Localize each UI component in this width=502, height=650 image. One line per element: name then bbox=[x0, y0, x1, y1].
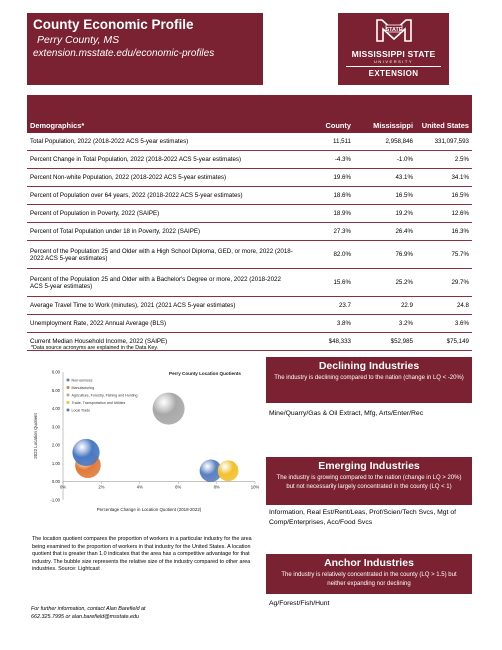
table-row bbox=[27, 133, 472, 151]
mississippi-value: $52,985 bbox=[354, 333, 416, 351]
emerging-industries-box bbox=[266, 457, 472, 505]
row-label: Percent of Total Population under 18 in Poverty, 2022 (SAIPE) bbox=[27, 223, 297, 241]
col-header-united-states: United States bbox=[416, 95, 472, 133]
table-row bbox=[27, 315, 472, 333]
y-tick-label: 5.00 bbox=[51, 387, 60, 393]
chart-legend bbox=[67, 378, 138, 412]
chart-bubbles bbox=[72, 393, 238, 482]
y-tick-label: -1.00 bbox=[50, 497, 60, 503]
us-value: 29.7% bbox=[416, 269, 472, 297]
emerging-desc: The industry is growing compared to the nation (change in LQ > 20%) but not necessarily largely concentrated in the county (LQ < 1) bbox=[276, 475, 462, 490]
legend-entry: Trade, Transportation and Utilities bbox=[71, 400, 126, 405]
us-value: 24.8 bbox=[416, 297, 472, 315]
emerging-industries-list: Information, Real Est/Rent/Leas, Prof/Scien/Tech Svcs, Mgt of Comp/Enterprises, Acc/Food Svcs bbox=[269, 509, 456, 526]
row-label: Average Travel Time to Work (minutes), 2021 (2021 ACS 5-year estimates) bbox=[27, 297, 297, 315]
legend-marker bbox=[67, 379, 70, 382]
county-value: 15.6% bbox=[297, 269, 354, 297]
us-value: 34.1% bbox=[416, 169, 472, 187]
table-row bbox=[27, 223, 472, 241]
mississippi-value: 25.2% bbox=[354, 269, 416, 297]
location-quotient-chart bbox=[27, 358, 265, 518]
chart-xlabel: Percentage Change in Location Quotient (2018-2022) bbox=[96, 507, 202, 512]
x-tick-label: 0% bbox=[59, 484, 67, 490]
us-value: 75.7% bbox=[416, 241, 472, 269]
county-name: Perry County, MS bbox=[37, 34, 120, 46]
county-value: 82.0% bbox=[297, 241, 354, 269]
legend-marker bbox=[67, 409, 70, 412]
chart-ylabel: 2022 Location Quotient bbox=[33, 413, 38, 459]
y-tick-label: 6.00 bbox=[51, 369, 60, 375]
us-value: 331,097,593 bbox=[416, 133, 472, 151]
us-value: 16.5% bbox=[416, 187, 472, 205]
msu-emblem-icon bbox=[374, 17, 414, 43]
svg-text:STATE: STATE bbox=[385, 26, 402, 33]
location-quotient-note: The location quotient compares the proportion of workers in a particular industry for the area being examined to the proportion of workers in that industry for the United States. A location quotient that is greater than 1.0 indicates that the area has a competitive advantage for that industry. The bubble size represents the relative size of the industry compared to other area industries. Source: Lightcast bbox=[32, 536, 252, 573]
mississippi-value: 19.2% bbox=[354, 205, 416, 223]
profile-header bbox=[27, 13, 263, 85]
anchor-desc: The industry is relatively concentrated in the county (LQ > 1.5) but neither expanding nor declining bbox=[281, 572, 457, 587]
mississippi-value: 3.2% bbox=[354, 315, 416, 333]
col-header-mississippi: Mississippi bbox=[354, 95, 416, 133]
anchor-industries-list: Ag/Forest/Fish/Hunt bbox=[269, 600, 330, 607]
anchor-title: Anchor Industries bbox=[324, 557, 414, 569]
legend-entry: Local Trade bbox=[71, 408, 91, 413]
declining-title: Declining Industries bbox=[318, 360, 420, 372]
emerging-title: Emerging Industries bbox=[318, 460, 420, 472]
chart-title: Perry County Location Quotients bbox=[169, 371, 241, 376]
logo-university-name: MISSISSIPPI STATE bbox=[351, 49, 436, 59]
mississippi-value: 2,958,846 bbox=[354, 133, 416, 151]
us-value: 16.3% bbox=[416, 223, 472, 241]
y-tick-label: 2.00 bbox=[51, 442, 60, 448]
table-row bbox=[27, 187, 472, 205]
legend-marker bbox=[67, 386, 70, 389]
row-label: Percent Non-white Population, 2022 (2018-2022 ACS 5-year estimates) bbox=[27, 169, 297, 187]
y-tick-label: 3.00 bbox=[51, 424, 60, 430]
table-row bbox=[27, 205, 472, 223]
logo-university-word: UNIVERSITY bbox=[373, 59, 413, 64]
row-label: Percent Change in Total Population, 2022 (2018-2022 ACS 5-year estimates) bbox=[27, 151, 297, 169]
county-value: 27.3% bbox=[297, 223, 354, 241]
mississippi-value: -1.0% bbox=[354, 151, 416, 169]
mississippi-value: 43.1% bbox=[354, 169, 416, 187]
contact-line-2[interactable]: 662.325.7995 or alan.barefield@msstate.edu bbox=[31, 613, 139, 620]
county-value: 19.6% bbox=[297, 169, 354, 187]
mississippi-value: 26.4% bbox=[354, 223, 416, 241]
row-label: Percent of the Population 25 and Older with a High School Diploma, GED, or more, 2022 (2018-2022 ACS 5-year estimates) bbox=[27, 241, 297, 269]
legend-entry: Agriculture, Forestry, Fishing and Hunting bbox=[71, 393, 138, 398]
us-value: 2.5% bbox=[416, 151, 472, 169]
declining-industries-box bbox=[266, 357, 472, 403]
us-value: 12.6% bbox=[416, 205, 472, 223]
county-value: 11,511 bbox=[297, 133, 354, 151]
x-tick-label: 6% bbox=[175, 484, 182, 490]
row-label: Unemployment Rate, 2022 Annual Average (BLS) bbox=[27, 315, 297, 333]
mississippi-value: 22.9 bbox=[354, 297, 416, 315]
county-value: 18.9% bbox=[297, 205, 354, 223]
demographics-table bbox=[27, 95, 472, 351]
bubble-point bbox=[72, 439, 99, 466]
data-source-footnote: *Data source acronyms are explained in the Data Key. bbox=[31, 345, 159, 351]
contact-line-1: For further information, contact Alan Barefield at bbox=[31, 606, 146, 612]
contact-info bbox=[31, 606, 146, 621]
row-label: Percent of Population in Poverty, 2022 (SAIPE) bbox=[27, 205, 297, 223]
declining-desc: The industry is declining compared to the nation (change in LQ < -20%) bbox=[274, 375, 464, 381]
row-label: Percent of Population over 64 years, 2022 (2018-2022 ACS 5-year estimates) bbox=[27, 187, 297, 205]
county-value: 18.6% bbox=[297, 187, 354, 205]
row-label: Total Population, 2022 (2018-2022 ACS 5-year estimates) bbox=[27, 133, 297, 151]
us-value: 3.6% bbox=[416, 315, 472, 333]
declining-industries-list: Mine/Quarry/Gas & Oil Extract, Mfg, Arts/Enter/Rec bbox=[269, 410, 424, 417]
x-tick-label: 2% bbox=[98, 484, 105, 490]
page-title: County Economic Profile bbox=[33, 17, 194, 32]
legend-marker bbox=[67, 394, 70, 397]
msu-extension-logo bbox=[338, 13, 449, 85]
table-row bbox=[27, 297, 472, 315]
county-value: -4.3% bbox=[297, 151, 354, 169]
x-tick-label: 4% bbox=[136, 484, 143, 490]
table-row bbox=[27, 151, 472, 169]
table-row bbox=[27, 241, 472, 269]
x-tick-label: 8% bbox=[213, 484, 220, 490]
y-tick-label: 1.00 bbox=[51, 460, 60, 466]
mississippi-value: 76.9% bbox=[354, 241, 416, 269]
mississippi-value: 16.5% bbox=[354, 187, 416, 205]
county-value: 23.7 bbox=[297, 297, 354, 315]
col-header-demographics: Demographics* bbox=[27, 95, 297, 133]
logo-extension: EXTENSION bbox=[368, 69, 419, 78]
col-header-county: County bbox=[297, 95, 354, 133]
county-value: $48,333 bbox=[297, 333, 354, 351]
profile-url[interactable]: extension.msstate.edu/economic-profiles bbox=[33, 48, 215, 59]
legend-entry: Manufacturing bbox=[71, 385, 95, 390]
y-tick-label: 4.00 bbox=[51, 406, 60, 412]
table-row bbox=[27, 269, 472, 297]
table-row bbox=[27, 169, 472, 187]
x-tick-label: 10% bbox=[250, 484, 260, 490]
table-header-row bbox=[27, 95, 472, 133]
legend-marker bbox=[67, 401, 70, 404]
anchor-industries-box bbox=[266, 554, 472, 594]
bubble-point bbox=[218, 460, 239, 481]
row-label: Current Median Household Income, 2022 (SAIPE) bbox=[27, 333, 297, 351]
legend-entry: Non-services bbox=[71, 378, 93, 383]
row-label: Percent of the Population 25 and Older with a Bachelor's Degree or more, 2022 (2018-2022 ACS 5-year estimates) bbox=[27, 269, 297, 297]
us-value: $75,149 bbox=[416, 333, 472, 351]
bubble-point bbox=[153, 393, 185, 425]
y-tick-label: 0.00 bbox=[51, 479, 60, 485]
county-value: 3.8% bbox=[297, 315, 354, 333]
